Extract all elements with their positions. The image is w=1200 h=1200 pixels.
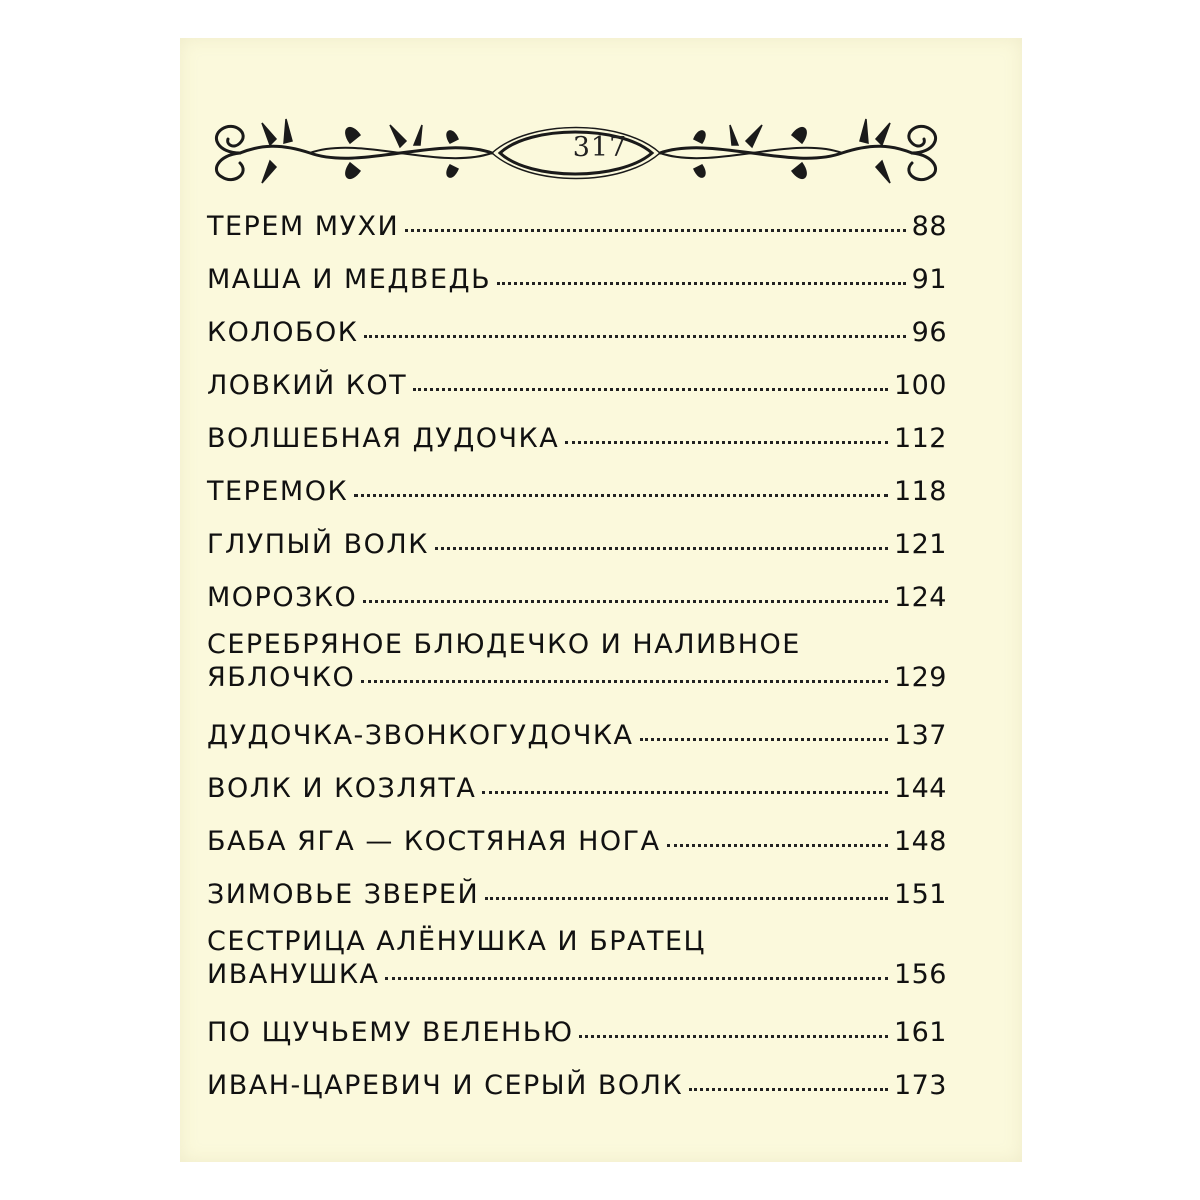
toc-entry-line (207, 523, 947, 576)
table-of-contents (207, 205, 947, 1117)
toc-entry (207, 714, 947, 767)
dot-leader (405, 229, 905, 232)
toc-entry (207, 820, 947, 873)
toc-entry (207, 523, 947, 576)
toc-entry (207, 926, 947, 1011)
toc-entry-title: ИВАНУШКА (207, 959, 380, 990)
toc-entry-title: ПО ЩУЧЬЕМУ ВЕЛЕНЬЮ (207, 1017, 574, 1048)
toc-entry-title: ТЕРЕМОК (207, 476, 349, 507)
dot-leader (640, 738, 888, 741)
toc-entry-title: ТЕРЕМ МУХИ (207, 211, 400, 242)
toc-entry-title: ЯБЛОЧКО (207, 662, 356, 693)
toc-entry-title: КОЛОБОК (207, 317, 359, 348)
toc-entry-line (207, 258, 947, 311)
toc-entry (207, 767, 947, 820)
toc-entry-line (207, 205, 947, 258)
toc-entry-title-line1 (207, 629, 947, 661)
dot-leader (485, 897, 888, 900)
toc-entry-title: МАША И МЕДВЕДЬ (207, 264, 492, 295)
toc-entry (207, 1064, 947, 1117)
toc-entry-line (207, 661, 947, 714)
toc-entry-page-number: 173 (893, 1070, 947, 1101)
toc-entry (207, 470, 947, 523)
toc-entry-page-number: 151 (893, 879, 947, 910)
toc-entry-title: ИВАН-ЦАРЕВИЧ И СЕРЫЙ ВОЛК (207, 1070, 684, 1101)
dot-leader (354, 494, 888, 497)
toc-entry-page-number: 137 (893, 720, 947, 751)
toc-entry-page-number: 112 (893, 423, 947, 454)
toc-entry-line (207, 417, 947, 470)
toc-entry-line (207, 576, 947, 629)
dot-leader (579, 1035, 887, 1038)
toc-entry-title: МОРОЗКО (207, 582, 358, 613)
toc-entry-line (207, 714, 947, 767)
dot-leader (565, 441, 888, 444)
dot-leader (364, 335, 905, 338)
toc-entry-line (207, 364, 947, 417)
toc-entry-page-number: 148 (893, 826, 947, 857)
toc-entry-page-number: 96 (911, 317, 947, 348)
dot-leader (497, 282, 906, 285)
toc-entry-title: СЕРЕБРЯНОЕ БЛЮДЕЧКО И НАЛИВНОЕ (207, 629, 801, 660)
toc-entry-page-number: 88 (911, 211, 947, 242)
toc-entry-line (207, 820, 947, 873)
toc-entry-title: ЛОВКИЙ КОТ (207, 370, 408, 401)
toc-entry-page-number: 156 (893, 959, 947, 990)
toc-entry-title: СЕСТРИЦА АЛЁНУШКА И БРАТЕЦ (207, 926, 707, 957)
toc-entry-title-line1 (207, 926, 947, 958)
toc-entry-page-number: 144 (893, 773, 947, 804)
toc-entry (207, 1011, 947, 1064)
toc-entry-line (207, 958, 947, 1011)
dot-leader (689, 1088, 888, 1091)
toc-entry-title: ДУДОЧКА-ЗВОНКОГУДОЧКА (207, 720, 634, 751)
dot-leader (363, 600, 888, 603)
toc-entry-line (207, 1064, 947, 1117)
dot-leader (413, 388, 888, 391)
toc-entry-line (207, 470, 947, 523)
toc-entry-title: ВОЛК И КОЗЛЯТА (207, 773, 477, 804)
toc-entry (207, 258, 947, 311)
toc-entry (207, 417, 947, 470)
toc-entry-line (207, 1011, 947, 1064)
page-number: 317 (572, 132, 628, 163)
toc-entry (207, 364, 947, 417)
toc-entry-line (207, 767, 947, 820)
dot-leader (482, 791, 888, 794)
toc-entry-page-number: 161 (893, 1017, 947, 1048)
toc-entry-page-number: 124 (893, 582, 947, 613)
toc-entry (207, 311, 947, 364)
dot-leader (667, 844, 888, 847)
toc-entry-title: ГЛУПЫЙ ВОЛК (207, 529, 429, 560)
toc-entry-title: БАБА ЯГА — КОСТЯНАЯ НОГА (207, 826, 661, 857)
toc-entry-page-number: 118 (893, 476, 947, 507)
dot-leader (385, 977, 887, 980)
toc-entry (207, 629, 947, 714)
toc-entry-line (207, 873, 947, 926)
dot-leader (361, 680, 888, 683)
toc-entry-title: ЗИМОВЬЕ ЗВЕРЕЙ (207, 879, 480, 910)
toc-entry-line (207, 311, 947, 364)
toc-entry (207, 576, 947, 629)
toc-entry-page-number: 129 (893, 662, 947, 693)
toc-entry (207, 205, 947, 258)
toc-entry-page-number: 100 (893, 370, 947, 401)
dot-leader (435, 547, 888, 550)
toc-entry-page-number: 91 (911, 264, 947, 295)
toc-entry-title: ВОЛШЕБНАЯ ДУДОЧКА (207, 423, 560, 454)
toc-entry (207, 873, 947, 926)
toc-entry-page-number: 121 (893, 529, 947, 560)
